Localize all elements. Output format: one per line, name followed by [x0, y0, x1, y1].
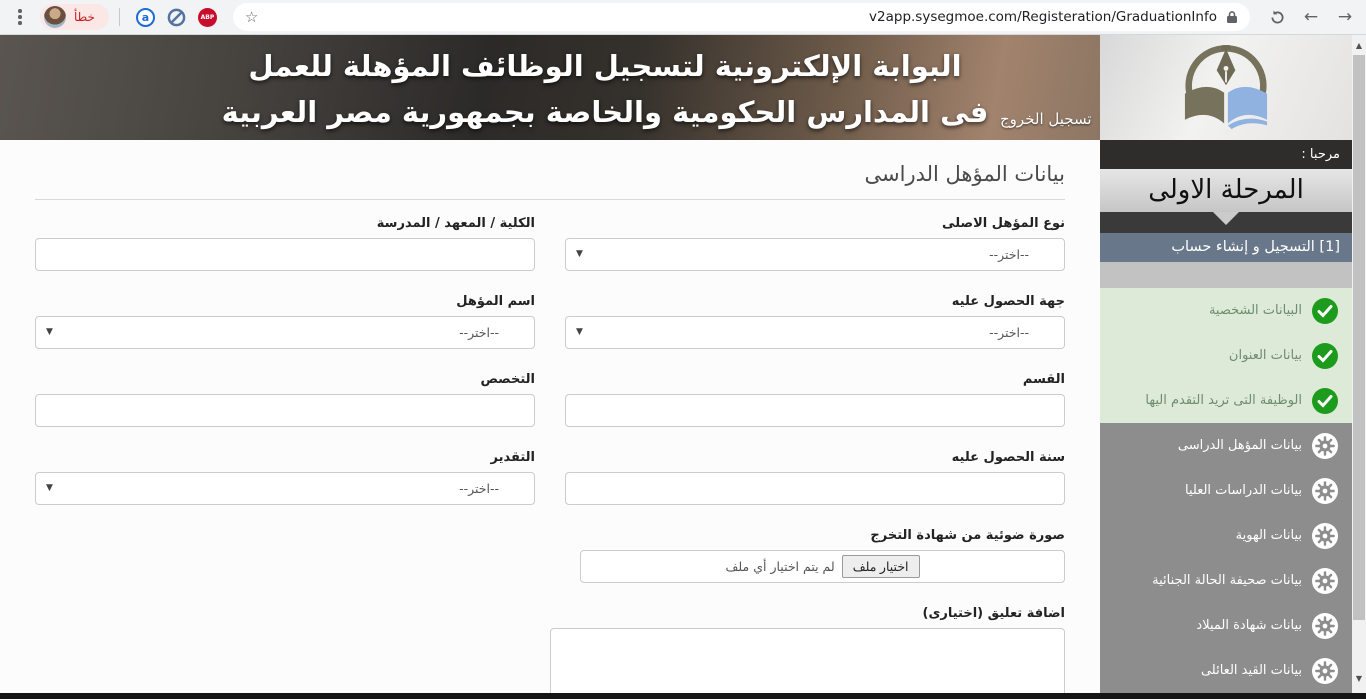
address-bar[interactable] — [233, 3, 1250, 31]
check-circle-icon — [1312, 298, 1338, 324]
sidebar-item-label: البيانات الشخصية — [1208, 303, 1302, 318]
browser-menu-icon[interactable] — [8, 5, 32, 29]
year-obtained-input[interactable] — [565, 472, 1065, 505]
forward-button[interactable]: → — [1337, 7, 1353, 27]
file-status-text: لم يتم اختيار أي ملف — [725, 559, 835, 574]
sidebar-item-label: الوظيفة التى تريد التقدم اليها — [1145, 393, 1302, 408]
obtained-from-label: جهة الحصول عليه — [951, 294, 1065, 309]
logout-link[interactable]: تسجيل الخروج — [1000, 110, 1092, 128]
gear-icon — [1312, 478, 1338, 504]
sidebar-item-family-record-data[interactable] — [1100, 648, 1352, 693]
page-scrollbar[interactable] — [1352, 35, 1366, 693]
browser-toolbar — [0, 0, 1366, 35]
sidebar-item-label: بيانات شهادة الميلاد — [1196, 618, 1302, 633]
content-blocker-icon[interactable] — [167, 8, 186, 27]
bookmark-star-icon[interactable]: ☆ — [244, 8, 259, 26]
gear-icon — [1312, 613, 1338, 639]
reload-button[interactable] — [1264, 4, 1290, 30]
grade-label: التقدير — [490, 450, 535, 465]
qual-type-select[interactable]: --اختر-- ▼ — [565, 238, 1065, 271]
completed-steps-list — [1100, 288, 1352, 423]
sidebar-item-postgraduate-data[interactable] — [1100, 468, 1352, 513]
sidebar-item-label: بيانات الدراسات العليا — [1185, 483, 1302, 498]
check-circle-icon — [1312, 343, 1338, 369]
stage-title: المرحلة الاولى — [1100, 169, 1352, 212]
department-input[interactable] — [565, 394, 1065, 427]
logo-panel — [1100, 35, 1352, 140]
toolbar-divider — [119, 8, 120, 26]
pending-steps-list — [1100, 423, 1352, 693]
gear-icon — [1312, 523, 1338, 549]
specialization-label: التخصص — [480, 372, 535, 387]
sidebar-item-birth-certificate-data[interactable] — [1100, 603, 1352, 648]
url-text: v2app.sysegmoe.com/Registeration/GraduationInfo — [869, 9, 1217, 25]
comment-label: اضافة تعليق (اختيارى) — [922, 606, 1065, 621]
chevron-down-icon: ▼ — [576, 249, 583, 259]
page-header — [0, 35, 1100, 140]
sidebar-item-personal-data[interactable] — [1100, 288, 1352, 333]
gear-icon — [1312, 658, 1338, 684]
graduation-info-form — [0, 140, 1100, 693]
sidebar-item-label: بيانات المؤهل الدراسى — [1177, 438, 1302, 453]
steps-sidebar — [1100, 140, 1352, 693]
window-bottom-edge — [0, 693, 1366, 699]
check-circle-icon — [1312, 388, 1338, 414]
choose-file-button[interactable]: اختيار ملف — [842, 555, 920, 578]
portal-title — [0, 35, 1100, 135]
chevron-down-icon: ▼ — [46, 327, 53, 337]
stage-arrow — [1100, 212, 1352, 233]
sidebar-item-criminal-record-data[interactable] — [1100, 558, 1352, 603]
gear-icon — [1312, 568, 1338, 594]
year-obtained-label: سنة الحصول عليه — [951, 450, 1065, 465]
form-title: بيانات المؤهل الدراسى — [864, 162, 1065, 186]
lock-icon[interactable] — [1226, 10, 1238, 24]
welcome-bar: مرحبا : — [1100, 140, 1352, 169]
ministry-logo-icon — [1170, 41, 1282, 135]
sidebar-item-label: بيانات العنوان — [1228, 348, 1302, 363]
sidebar-item-label: بيانات صحيفة الحالة الجنائية — [1152, 573, 1302, 588]
college-label: الكلية / المعهد / المدرسة — [376, 216, 535, 231]
sidebar-spacer — [1100, 262, 1352, 288]
certificate-image-label: صورة ضوئية من شهادة التخرج — [870, 528, 1065, 543]
obtained-from-select[interactable]: --اختر-- ▼ — [565, 316, 1065, 349]
portal-title-line2: فى المدارس الحكومية والخاصة بجمهورية مصر العربية — [221, 95, 989, 129]
scrollbar-up-arrow-icon[interactable]: ▲ — [1355, 41, 1363, 50]
qual-type-label: نوع المؤهل الاصلى — [942, 216, 1065, 231]
qual-name-select[interactable]: --اختر-- ▼ — [35, 316, 535, 349]
department-label: القسم — [1022, 372, 1065, 387]
college-input[interactable] — [35, 238, 535, 271]
sidebar-item-desired-job[interactable] — [1100, 378, 1352, 423]
sidebar-item-qualification-data[interactable] — [1100, 423, 1352, 468]
adblock-plus-icon[interactable]: ABP — [198, 8, 217, 27]
gear-icon — [1312, 433, 1338, 459]
qual-name-label: اسم المؤهل — [456, 294, 535, 309]
profile-error-badge: خطأ — [74, 10, 95, 24]
step-group-title: [1] التسجيل و إنشاء حساب — [1100, 233, 1352, 262]
sidebar-item-address-data[interactable] — [1100, 333, 1352, 378]
back-button[interactable]: ← — [1303, 7, 1319, 27]
scrollbar-down-arrow-icon[interactable]: ▼ — [1355, 674, 1363, 683]
certificate-file-input[interactable] — [580, 550, 1065, 583]
browser-profile-button[interactable] — [40, 4, 109, 30]
extension-a-icon[interactable]: a — [136, 8, 155, 27]
specialization-input[interactable] — [35, 394, 535, 427]
sidebar-item-label: بيانات الهوية — [1235, 528, 1302, 543]
comment-textarea[interactable] — [550, 628, 1065, 693]
avatar — [44, 6, 66, 28]
chevron-down-icon: ▼ — [576, 327, 583, 337]
grade-select[interactable]: --اختر-- ▼ — [35, 472, 535, 505]
title-divider — [35, 199, 1065, 200]
chevron-down-icon: ▼ — [46, 483, 53, 493]
sidebar-item-identity-data[interactable] — [1100, 513, 1352, 558]
scrollbar-thumb[interactable] — [1353, 55, 1365, 620]
sidebar-item-label: بيانات القيد العائلى — [1200, 663, 1302, 678]
portal-title-line1: البوابة الإلكترونية لتسجيل الوظائف المؤهلة للعمل — [248, 49, 962, 83]
